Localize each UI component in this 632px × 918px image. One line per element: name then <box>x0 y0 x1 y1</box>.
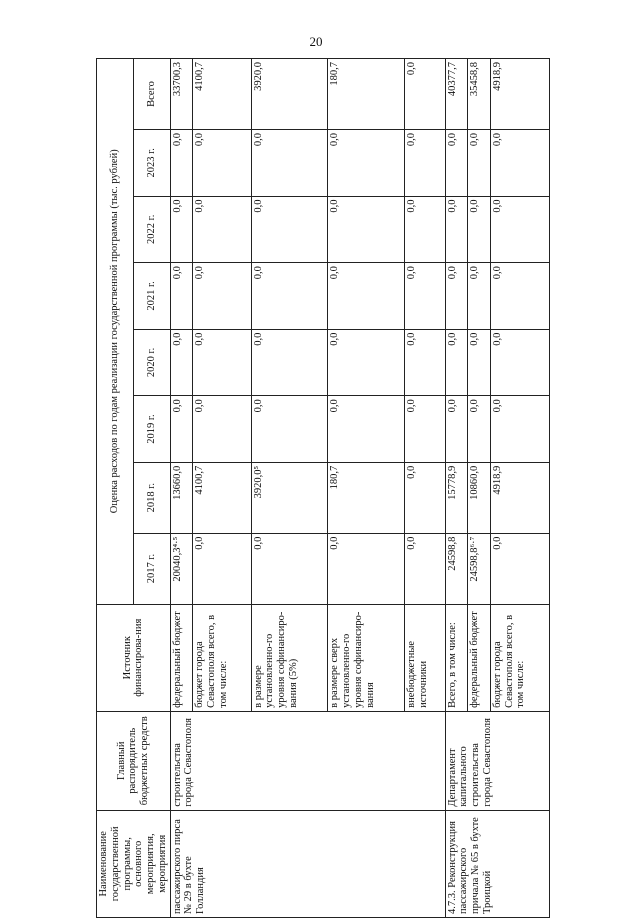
value-total: 0,0 <box>405 59 446 130</box>
value-cell: 4100,7 <box>193 462 252 533</box>
header-year: 2023 г. <box>133 129 170 196</box>
value-cell: 0,0 <box>468 396 491 463</box>
value-cell: 0,0 <box>193 196 252 263</box>
value-cell: 0,0 <box>445 129 468 196</box>
value-cell: 0,0 <box>251 329 328 396</box>
row-name: 4.7.3. Реконструкция пассажирского причала № 65 в бухте Троицкой <box>445 810 549 917</box>
value-cell: 0,0 <box>170 196 193 263</box>
value-cell: 0,0 <box>445 196 468 263</box>
row-source: в размере установленно-го уровня софинансиро-вания (5%) <box>251 604 328 711</box>
header-name: Наименование государственной программы, основного мероприятия, мероприятия <box>97 810 171 917</box>
value-cell: 0,0 <box>170 129 193 196</box>
value-cell: 24598,8 <box>445 533 468 604</box>
value-cell: 3920,0⁵ <box>251 462 328 533</box>
header-year: 2019 г. <box>133 396 170 463</box>
value-cell: 24598,8⁶·⁷ <box>468 533 491 604</box>
value-cell: 0,0 <box>405 462 446 533</box>
value-cell: 0,0 <box>445 329 468 396</box>
value-cell: 0,0 <box>405 533 446 604</box>
row-manager: Департамент капитального строительства города Севастополя <box>445 711 549 810</box>
value-cell: 0,0 <box>468 129 491 196</box>
header-year: 2017 г. <box>133 533 170 604</box>
value-cell: 0,0 <box>328 396 405 463</box>
value-cell: 0,0 <box>170 329 193 396</box>
value-cell: 0,0 <box>405 396 446 463</box>
value-cell: 4918,9 <box>490 462 549 533</box>
value-cell: 0,0 <box>328 329 405 396</box>
value-cell: 0,0 <box>468 263 491 330</box>
value-cell: 0,0 <box>328 129 405 196</box>
value-cell: 0,0 <box>193 129 252 196</box>
header-manager: Главный распорядитель бюджетных средств <box>97 711 171 810</box>
value-cell: 0,0 <box>328 533 405 604</box>
page-number: 20 <box>309 34 323 49</box>
row-source: Всего, в том числе: <box>445 604 468 711</box>
value-cell: 0,0 <box>328 263 405 330</box>
value-cell: 0,0 <box>445 263 468 330</box>
row-source: в размере сверх установленно-го уровня софинансиро-вания <box>328 604 405 711</box>
row-source: бюджет города Севастополя всего, в том числе: <box>490 604 549 711</box>
value-cell: 0,0 <box>170 396 193 463</box>
value-cell: 0,0 <box>328 196 405 263</box>
row-source: бюджет города Севастополя всего, в том числе: <box>193 604 252 711</box>
row-source: федеральный бюджет <box>468 604 491 711</box>
value-cell: 0,0 <box>193 263 252 330</box>
budget-table <box>96 58 550 918</box>
value-cell: 0,0 <box>193 533 252 604</box>
value-cell: 0,0 <box>405 196 446 263</box>
value-cell: 0,0 <box>251 129 328 196</box>
value-cell: 0,0 <box>251 533 328 604</box>
value-cell: 0,0 <box>468 329 491 396</box>
table-row <box>170 59 193 918</box>
value-total: 3920,0 <box>251 59 328 130</box>
value-cell: 20040,3⁴·⁵ <box>170 533 193 604</box>
value-total: 180,7 <box>328 59 405 130</box>
value-cell: 10860,0 <box>468 462 491 533</box>
value-cell: 15778,9 <box>445 462 468 533</box>
value-cell: 0,0 <box>468 196 491 263</box>
value-total: 40377,7 <box>445 59 468 130</box>
value-cell: 0,0 <box>490 396 549 463</box>
value-cell: 180,7 <box>328 462 405 533</box>
table-row <box>445 59 468 918</box>
value-total: 4918,9 <box>490 59 549 130</box>
value-cell: 0,0 <box>405 129 446 196</box>
row-source: федеральный бюджет <box>170 604 193 711</box>
value-cell: 0,0 <box>490 129 549 196</box>
header-source: Источник финансирова-ния <box>97 604 171 711</box>
value-cell: 0,0 <box>405 329 446 396</box>
row-source: внебюджетные источники <box>405 604 446 711</box>
header-year: 2018 г. <box>133 462 170 533</box>
value-cell: 0,0 <box>251 396 328 463</box>
value-cell: 0,0 <box>490 263 549 330</box>
value-cell: 0,0 <box>490 533 549 604</box>
value-cell: 0,0 <box>170 263 193 330</box>
row-manager: строительства города Севастополя <box>170 711 445 810</box>
value-cell: 0,0 <box>445 396 468 463</box>
budget-table-rotated <box>96 58 536 918</box>
value-cell: 0,0 <box>193 329 252 396</box>
value-total: 4100,7 <box>193 59 252 130</box>
header-estimate: Оценка расходов по годам реализации государственной программы (тыс. рублей) <box>97 59 134 605</box>
value-cell: 0,0 <box>490 329 549 396</box>
value-cell: 0,0 <box>193 396 252 463</box>
value-cell: 0,0 <box>405 263 446 330</box>
value-total: 35458,8 <box>468 59 491 130</box>
value-cell: 0,0 <box>490 196 549 263</box>
value-total: 33700,3 <box>170 59 193 130</box>
value-cell: 0,0 <box>251 196 328 263</box>
header-year: 2021 г. <box>133 263 170 330</box>
value-cell: 0,0 <box>251 263 328 330</box>
value-cell: 13660,0 <box>170 462 193 533</box>
header-total: Всего <box>133 59 170 130</box>
header-year: 2022 г. <box>133 196 170 263</box>
header-year: 2020 г. <box>133 329 170 396</box>
row-name: пассажирского пирса № 29 в бухте Голландия <box>170 810 445 917</box>
